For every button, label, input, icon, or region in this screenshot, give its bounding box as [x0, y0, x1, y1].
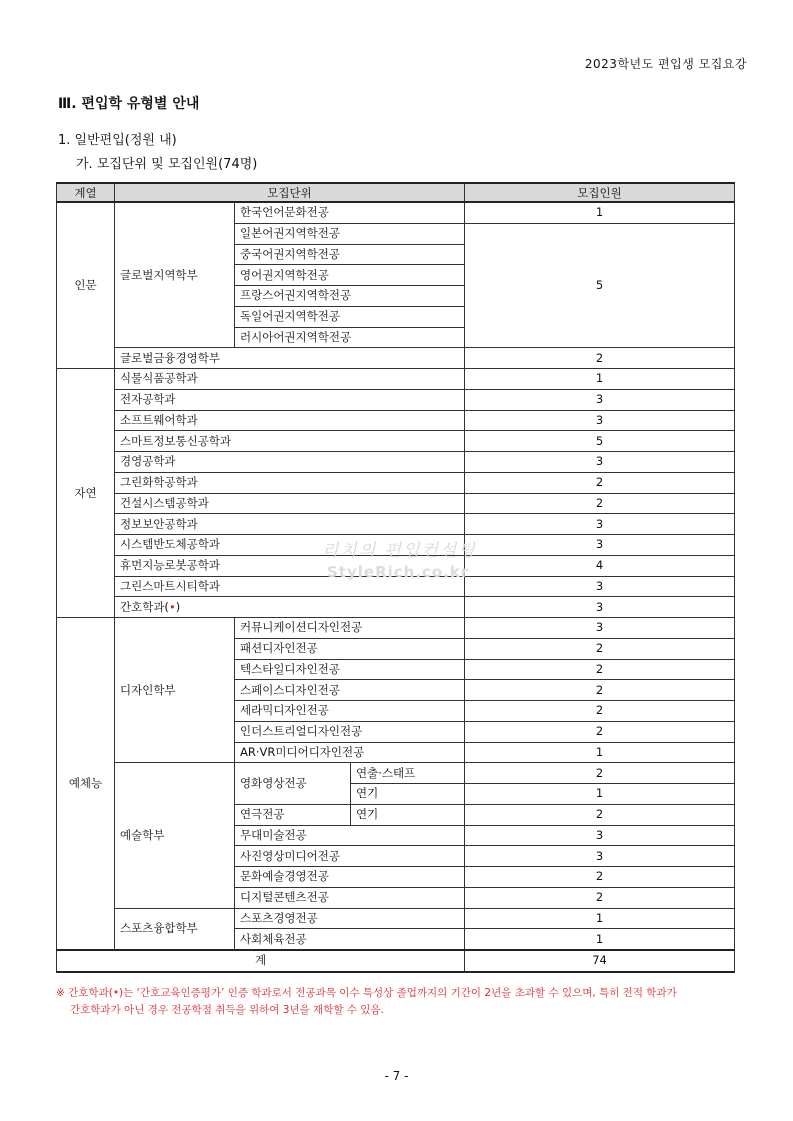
- dept-name: 경영공학과: [115, 452, 465, 473]
- count-cell: 1: [465, 908, 735, 929]
- total-count: 74: [465, 950, 735, 972]
- major-name: 일본어권지역학전공: [235, 223, 465, 244]
- major-name: 중국어권지역학전공: [235, 244, 465, 265]
- note-line2: 간호학과가 아닌 경우 전공학점 취득을 위하여 3년을 재학할 수 있음.: [70, 1004, 384, 1016]
- category-humanities: 인문: [57, 202, 115, 369]
- nursing-close: ): [175, 599, 181, 614]
- major-name: 무대미술전공: [235, 825, 465, 846]
- watermark-url: StyleRich.co.kr: [327, 563, 470, 581]
- major-name: 커뮤니케이션디자인전공: [235, 618, 465, 639]
- track-name: 연기: [351, 784, 465, 805]
- note-line1: )는 ‘간호교육인증평가’ 인증 학과로서 전공과목 이수 특성상 졸업까지의 기간이 2년을 초과할 수 있으며, 특히 전적 학과가: [119, 987, 677, 999]
- count-cell: 1: [465, 369, 735, 390]
- major-film: 영화영상전공: [235, 763, 351, 805]
- note-mark: •: [112, 987, 120, 999]
- count-cell: 2: [465, 701, 735, 722]
- dept-name: 식물식품공학과: [115, 369, 465, 390]
- section-title: Ⅲ. 편입학 유형별 안내: [58, 96, 200, 112]
- major-name: 디지털콘텐츠전공: [235, 887, 465, 908]
- major-name: 세라믹디자인전공: [235, 701, 465, 722]
- count-cell: 4: [465, 555, 735, 576]
- count-cell: 2: [465, 721, 735, 742]
- table-row: [57, 431, 735, 452]
- dept-global-finance: 글로벌금융경영학부: [115, 348, 465, 369]
- page-number: - 7 -: [384, 1069, 409, 1083]
- category-arts: 예체능: [57, 618, 115, 951]
- header-category: 계열: [57, 183, 115, 202]
- document-header-title: 2023학년도 편입생 모집요강: [584, 57, 747, 71]
- count-cell: 2: [465, 348, 735, 369]
- major-name: 스페이스디자인전공: [235, 680, 465, 701]
- watermark-text: 리치의 편입컨설팅: [322, 541, 477, 561]
- table-row: [57, 369, 735, 390]
- dept-name: 건설시스템공학과: [115, 493, 465, 514]
- count-cell: 2: [465, 804, 735, 825]
- table-row: [57, 389, 735, 410]
- dept-name: 스마트정보통신공학과: [115, 431, 465, 452]
- count-cell: 2: [465, 867, 735, 888]
- dept-sports: 스포츠융합학부: [115, 908, 235, 950]
- count-cell: 3: [465, 389, 735, 410]
- dept-nursing: [115, 597, 465, 618]
- count-cell: 3: [465, 452, 735, 473]
- count-cell: 2: [465, 680, 735, 701]
- count-cell: 2: [465, 887, 735, 908]
- count-cell: 2: [465, 659, 735, 680]
- major-name: AR·VR미디어디자인전공: [235, 742, 465, 763]
- header-unit: 모집단위: [115, 183, 465, 202]
- nursing-mark: •: [168, 599, 176, 614]
- count-cell: 1: [465, 202, 735, 223]
- table-header-row: [57, 183, 735, 202]
- count-cell: 2: [465, 493, 735, 514]
- major-name: 인더스트리얼디자인전공: [235, 721, 465, 742]
- count-cell: 5: [465, 431, 735, 452]
- table-row: [57, 597, 735, 618]
- major-name: 사진영상미디어전공: [235, 846, 465, 867]
- table-row: [57, 618, 735, 639]
- major-name: 한국언어문화전공: [235, 202, 465, 223]
- major-name: 영어권지역학전공: [235, 265, 465, 286]
- table-row: [57, 493, 735, 514]
- dept-name: 소프트웨어학과: [115, 410, 465, 431]
- table-row: [57, 472, 735, 493]
- total-label: 계: [57, 950, 465, 972]
- major-theater: 연극전공: [235, 804, 351, 825]
- dept-name: 그린스마트시티학과: [115, 576, 465, 597]
- major-name: 러시아어권지역학전공: [235, 327, 465, 348]
- dept-global-regional: 글로벌지역학부: [115, 202, 235, 348]
- count-cell: 3: [465, 846, 735, 867]
- sub-title: 1. 일반편입(정원 내): [58, 133, 177, 148]
- header-count: 모집인원: [465, 183, 735, 202]
- count-cell: 3: [465, 825, 735, 846]
- subsub-title: 가. 모집단위 및 모집인원(74명): [76, 157, 258, 172]
- major-name: 스포츠경영전공: [235, 908, 465, 929]
- nursing-label: 간호학과(: [120, 599, 169, 614]
- major-name: 독일어권지역학전공: [235, 306, 465, 327]
- count-cell: 1: [465, 929, 735, 950]
- count-cell: 1: [465, 742, 735, 763]
- count-cell: 3: [465, 535, 735, 556]
- count-cell: 3: [465, 514, 735, 535]
- note-prefix: ※ 간호학과(: [56, 987, 113, 999]
- category-science: 자연: [57, 369, 115, 618]
- count-cell: 3: [465, 410, 735, 431]
- count-cell: 3: [465, 597, 735, 618]
- major-name: 패션디자인전공: [235, 638, 465, 659]
- total-row: [57, 950, 735, 972]
- table-row: [57, 908, 735, 929]
- dept-art: 예술학부: [115, 763, 235, 908]
- dept-name: 전자공학과: [115, 389, 465, 410]
- count-cell: 2: [465, 763, 735, 784]
- count-cell: 2: [465, 472, 735, 493]
- dept-name: 휴먼지능로봇공학과: [115, 555, 465, 576]
- major-name: 사회체육전공: [235, 929, 465, 950]
- count-cell-shared: 5: [465, 223, 735, 348]
- table-row: [57, 410, 735, 431]
- table-row: [57, 348, 735, 369]
- table-row: [57, 452, 735, 473]
- dept-name: 그린화학공학과: [115, 472, 465, 493]
- major-name: 텍스타일디자인전공: [235, 659, 465, 680]
- major-name: 문화예술경영전공: [235, 867, 465, 888]
- footnote: [56, 985, 746, 1019]
- count-cell: 3: [465, 618, 735, 639]
- table-row: [57, 514, 735, 535]
- table-row: [57, 202, 735, 223]
- count-cell: 2: [465, 638, 735, 659]
- count-cell: 1: [465, 784, 735, 805]
- dept-design: 디자인학부: [115, 618, 235, 763]
- dept-name: 정보보안공학과: [115, 514, 465, 535]
- track-name: 연기: [351, 804, 465, 825]
- major-name: 프랑스어권지역학전공: [235, 286, 465, 307]
- count-cell: 3: [465, 576, 735, 597]
- track-name: 연출·스태프: [351, 763, 465, 784]
- table-row: [57, 763, 735, 784]
- dept-name: 시스템반도체공학과: [115, 535, 465, 556]
